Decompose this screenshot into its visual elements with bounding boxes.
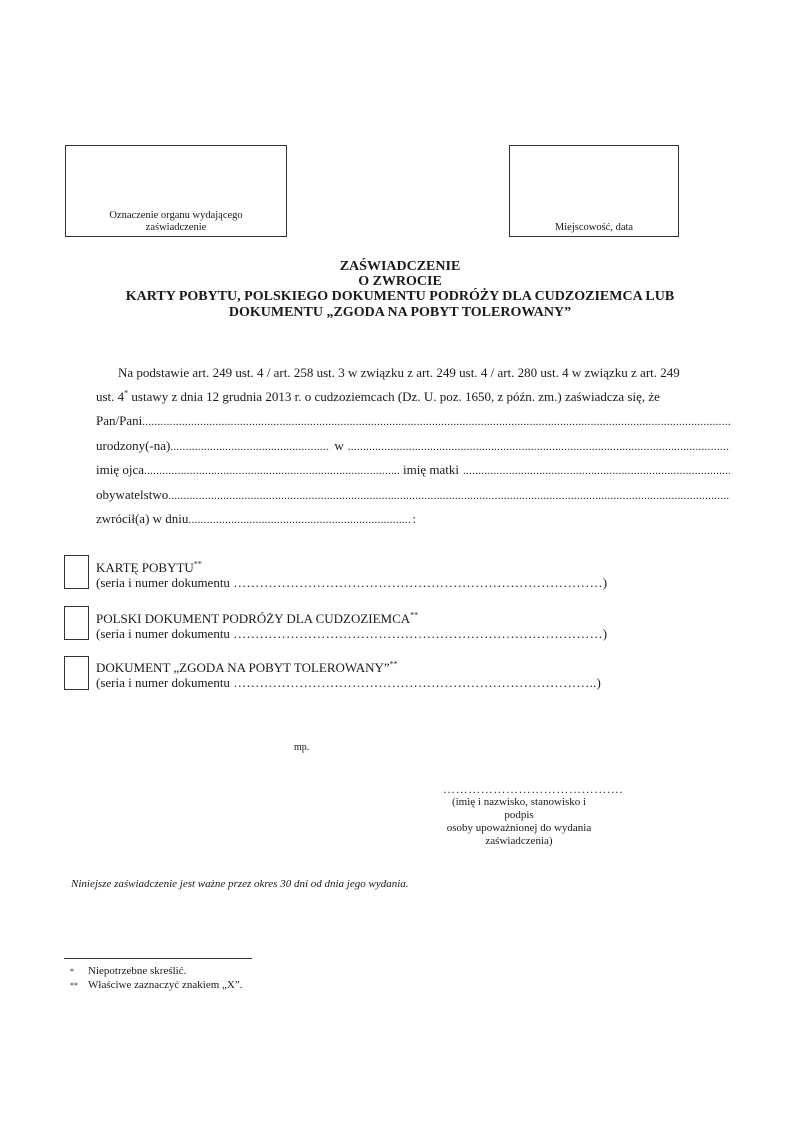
- mother-name-label: imię matki: [403, 462, 459, 477]
- signature-caption-line: zaświadczenia): [485, 835, 553, 847]
- document-subtitle: O ZWROCIE: [358, 274, 442, 289]
- travel-document-option: [96, 611, 418, 626]
- citizenship-field[interactable]: [168, 487, 730, 503]
- travel-document-checkbox[interactable]: [64, 606, 89, 640]
- footnote-divider: [64, 958, 252, 959]
- legal-basis-ref: ust. 4: [96, 389, 125, 404]
- birth-date-field[interactable]: [170, 438, 330, 454]
- return-date-colon: :: [412, 511, 416, 526]
- return-date-row[interactable]: [96, 511, 416, 527]
- citizenship-field-row[interactable]: [96, 487, 730, 503]
- return-date-label: zwrócił(a) w dniu: [96, 511, 189, 526]
- document-title: ZAŚWIADCZENIE: [339, 259, 461, 274]
- stamp-placeholder: mp.: [294, 742, 310, 753]
- footnote-mark: **: [193, 559, 202, 569]
- signature-caption-line: osoby upoważnionej do wydania: [446, 822, 592, 834]
- tolerated-stay-option: [96, 660, 398, 675]
- legal-basis-rest: ustawy z dnia 12 grudnia 2013 r. o cudzoziemcach (Dz. U. poz. 1650, z późn. zm.) zaświadcza się, że: [128, 389, 660, 404]
- signature-caption-line: (imię i nazwisko, stanowisko i podpis: [451, 796, 587, 821]
- legal-basis-line1: Na podstawie art. 249 ust. 4 / art. 258 ust. 3 w związku z art. 249 ust. 4 / art. 280 ust. 4 w związku z art. 249: [118, 365, 680, 380]
- signature-line[interactable]: …………………………………….: [443, 782, 623, 796]
- legal-basis-line2: [96, 389, 660, 405]
- tolerated-stay-serial-field[interactable]: ………………………………………………………………………..): [233, 675, 602, 690]
- footnote-mark: *: [124, 388, 129, 398]
- footnote-mark: *: [70, 967, 74, 976]
- travel-document-serial-field[interactable]: …………………………………………………………………………): [233, 626, 608, 641]
- issuer-label: Oznaczenie organu wydającego zaświadczenie: [109, 210, 243, 233]
- travel-document-serial-row[interactable]: [96, 626, 607, 641]
- tolerated-stay-serial-row[interactable]: [96, 675, 601, 690]
- mother-name-field[interactable]: [463, 462, 730, 478]
- father-name-label: imię ojca: [96, 462, 145, 477]
- birth-place-field[interactable]: [348, 438, 730, 454]
- issuer-box[interactable]: [65, 145, 287, 237]
- birth-date-label: urodzony(-na): [96, 438, 171, 453]
- tolerated-stay-label: DOKUMENT „ZGODA NA POBYT TOLEROWANY”: [96, 660, 390, 675]
- name-field[interactable]: [142, 413, 730, 429]
- residence-card-serial-field[interactable]: …………………………………………………………………………): [233, 575, 608, 590]
- document-title-line4: DOKUMENTU „ZGODA NA POBYT TOLEROWANY”: [228, 305, 572, 320]
- serial-label: (seria i numer dokumentu: [96, 575, 230, 590]
- footnote-mark: **: [389, 659, 398, 669]
- travel-document-label: POLSKI DOKUMENT PODRÓŻY DLA CUDZOZIEMCA: [96, 611, 411, 626]
- father-name-field[interactable]: [144, 462, 399, 478]
- place-date-label: Miejscowość, data: [554, 222, 634, 233]
- footnote-mark: **: [410, 610, 419, 620]
- residence-card-option: [96, 560, 202, 575]
- residence-card-label: KARTĘ POBYTU: [96, 560, 194, 575]
- birth-place-label: w: [334, 438, 344, 453]
- signature-caption: [438, 796, 600, 848]
- footnote-text: Właściwe zaznaczyć znakiem „X”.: [88, 979, 243, 991]
- footnote-mark: **: [70, 981, 78, 990]
- citizenship-label: obywatelstwo: [96, 487, 169, 502]
- return-date-field[interactable]: [188, 511, 412, 527]
- place-date-box[interactable]: [509, 145, 679, 237]
- residence-card-serial-row[interactable]: [96, 575, 607, 590]
- document-title-line3: KARTY POBYTU, POLSKIEGO DOKUMENTU PODRÓŻY DLA CUDZOZIEMCA LUB: [125, 289, 675, 304]
- footnote-item: [70, 965, 186, 978]
- name-field-row[interactable]: [96, 413, 730, 429]
- residence-card-checkbox[interactable]: [64, 555, 89, 589]
- birth-field-row[interactable]: [96, 438, 730, 454]
- parents-field-row[interactable]: [96, 462, 730, 478]
- serial-label: (seria i numer dokumentu: [96, 675, 230, 690]
- footnote-text: Niepotrzebne skreślić.: [88, 965, 187, 977]
- serial-label: (seria i numer dokumentu: [96, 626, 230, 641]
- footnote-item: [70, 979, 243, 992]
- tolerated-stay-checkbox[interactable]: [64, 656, 89, 690]
- validity-note: Niniejsze zaświadczenie jest ważne przez okres 30 dni od dnia jego wydania.: [71, 878, 409, 890]
- name-label: Pan/Pani: [96, 413, 143, 428]
